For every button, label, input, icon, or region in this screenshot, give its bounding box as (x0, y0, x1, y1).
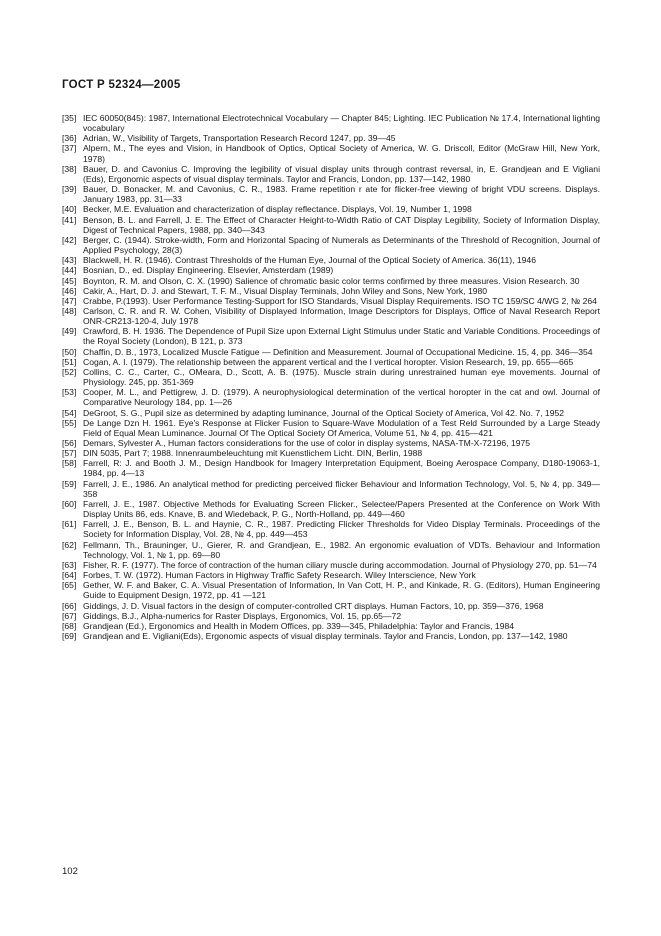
reference-text: Gether, W. F. and Baker, C. A. Visual Presentation of Information, In Van Cott, H. P., and Kinkade, R. G. (Editors), Human Engineering Guide to Equipment Design, 1972, pp. 41 —121 (83, 580, 600, 601)
reference-text: Farrell, J. E., Benson, B. L. and Haynie, C. R., 1987. Predicting Flicker Thresholds for Video Display Terminals. Proceedings of the Society for Information Display, Vol. 28, № 4, pp. 449—453 (83, 519, 600, 540)
reference-text: Demars, Sylvester A., Human factors considerations for the use of color in display systems, NASA-TM-X-72196, 1975 (83, 438, 531, 448)
reference-item (62, 255, 600, 265)
reference-text: Berger, C. (1944). Stroke-width, Form and Horizontal Spacing of Numerals as Determinants of the Threshold of Recognition, Journal of Applied Psychology, 28(3) (83, 234, 600, 256)
reference-item (62, 479, 600, 499)
reference-text: Cakir, A., Hart, D. J. and Stewart, T. F. M., Visual Display Terminals, John Wiley and Sons, New York, 1980 (83, 285, 488, 296)
reference-item (62, 631, 600, 641)
reference-number: [38] (62, 163, 77, 174)
reference-item (62, 611, 600, 621)
reference-text: Blackwell, H. R. (1946). Contrast Thresholds of the Human Eye, Journal of the Optical Society of America. 36(11), 1946 (83, 255, 536, 266)
reference-item (62, 306, 600, 326)
reference-text: Chaffin, D. B., 1973, Localized Muscle Fatigue — Definition and Measurement. Journal of Occupational Medicine. 15, 4, pp. 346—354 (83, 346, 593, 357)
reference-number: [61] (62, 519, 77, 530)
reference-text: Alpern, M., The eyes and Vision, in Handbook of Optics, Optical Society of America, W. G. Driscoll, Editor (McGraw Hill, New York, 1978) (83, 143, 600, 164)
reference-item (62, 387, 600, 407)
reference-number: [55] (62, 417, 77, 428)
reference-number: [43] (62, 255, 77, 266)
reference-item (62, 347, 600, 357)
reference-item (62, 601, 600, 611)
reference-item (62, 184, 600, 204)
reference-text: Fellmann, Th., Brauninger, U., Gierer, R. and Grandjean, E., 1982. An ergonomic evaluation of VDTs. Behaviour and Information Technology, Vol. 1, № 1, pp. 69—80 (83, 539, 600, 560)
reference-item (62, 286, 600, 296)
reference-number: [58] (62, 458, 77, 469)
reference-text: Benson, B. L. and Farrell, J. E. The Effect of Character Height-to-Width Ratio of CAT Display Legibility, Society of Information Display, Digest of Technical Papers, 1988, pp. 340—343 (83, 214, 600, 235)
reference-number: [68] (62, 620, 77, 631)
reference-text: IEC 60050(845): 1987, International Electrotechnical Vocabulary — Chapter 845; Lighting. IEC Publication № 17.4, International lighting vocabulary (83, 113, 600, 134)
reference-text: Farrell, R: J. and Booth J. M., Design Handbook for Imagery Interpretation Equipment, Boeing Aerospace Company, D180-19063-1, 1984, pp. 4—13 (83, 458, 600, 479)
reference-item (62, 560, 600, 570)
reference-number: [62] (62, 539, 77, 550)
reference-text: DeGroot, S. G., Pupil size as determined by adapting luminance, Journal of the Optical Society of America, Vol 42. No. 7, 1952 (83, 407, 565, 418)
reference-text: Becker, M.E. Evaluation and characterization of display reflectance. Displays, Vol. 19, Number 1, 1998 (83, 204, 472, 215)
reference-item (62, 519, 600, 539)
reference-number: [42] (62, 234, 77, 245)
reference-item (62, 215, 600, 235)
reference-item (62, 276, 600, 286)
reference-text: Cogan, A. I. (1979). The relationship between the apparent vertical and the I vertical horopter. Vision Research, 19, pp. 655—665 (83, 356, 574, 367)
reference-text: Giddings, J. D. Visual factors in the design of computer-controlled CRT displays. Human Factors, 10, pp. 359—376, 1968 (83, 600, 544, 611)
reference-text: DIN 5035, Part 7; 1988. Innenraumbeleuchtung mit Kuenstlichem Licht. DIN, Berlin, 1988 (83, 448, 423, 459)
reference-number: [51] (62, 356, 77, 367)
reference-item (62, 448, 600, 458)
reference-number: [53] (62, 387, 77, 398)
reference-number: [48] (62, 305, 77, 316)
reference-number: [66] (62, 600, 77, 611)
reference-list (62, 113, 600, 641)
reference-text: Adrian, W., Visibility of Targets, Transportation Research Record 1247, pp. 39—45 (83, 133, 396, 144)
reference-item (62, 204, 600, 214)
reference-text: Carlson, C. R. and R. W. Cohen, Visibility of Displayed Information, Image Descriptors for Displays, Office of Naval Research Report ONR-CR213-120-4, July 1978 (83, 305, 600, 327)
reference-number: [39] (62, 184, 77, 195)
document-header: ГОСТ Р 52324—2005 (62, 79, 181, 91)
reference-item (62, 438, 600, 448)
reference-item (62, 418, 600, 438)
reference-item (62, 164, 600, 184)
reference-number: [63] (62, 559, 77, 570)
reference-number: [47] (62, 295, 77, 306)
reference-number: [40] (62, 204, 77, 215)
reference-item (62, 357, 600, 367)
reference-item (62, 570, 600, 580)
reference-text: Boynton, R. M. and Olson, C. X. (1990) Salience of chromatic basic color terms confirmed by three measures. Vision Research. 30 (83, 275, 580, 286)
reference-number: [56] (62, 438, 77, 448)
reference-number: [59] (62, 478, 77, 489)
reference-item (62, 133, 600, 143)
reference-item (62, 458, 600, 478)
reference-item (62, 408, 600, 418)
reference-number: [45] (62, 275, 77, 286)
reference-text: Grandjean (Ed.), Ergonomics and Health in Modem Offices, pp. 339—345, Philadelphia: Taylor and Francis, 1984 (83, 620, 515, 631)
reference-number: [60] (62, 498, 77, 509)
reference-item (62, 326, 600, 346)
reference-item (62, 540, 600, 560)
reference-text: Giddings, B.J., Alpha-numerics for Raster Displays, Ergonomics, Vol. 15, pp.65—72 (83, 610, 402, 621)
reference-text: Crawford, B. H. 1936. The Dependence of Pupil Size upon External Light Stimulus under Static and Variable Conditions. Proceedings of the Royal Society (London), B 121, p. 373 (83, 326, 600, 347)
reference-item (62, 367, 600, 387)
reference-text: Forbes, T. W. (1972). Human Factors in Highway Traffic Safety Research. Wiley Interscience, New York (83, 570, 476, 581)
reference-number: [67] (62, 610, 77, 621)
page-number: 102 (62, 866, 78, 877)
reference-item (62, 235, 600, 255)
reference-number: [37] (62, 143, 77, 154)
reference-number: [69] (62, 630, 77, 641)
reference-number: [64] (62, 570, 77, 581)
reference-number: [65] (62, 580, 77, 591)
reference-item (62, 499, 600, 519)
reference-number: [57] (62, 448, 77, 459)
reference-number: [35] (62, 113, 77, 123)
reference-text: Cooper, M. L., and Pettigrew, J. D. (1979). A neurophysiological determination of the vertical horopter in the cat and owl. Journal of Comparative Neurology 184, pp. 1—26 (83, 387, 600, 408)
reference-number: [52] (62, 366, 77, 377)
reference-number: [49] (62, 326, 77, 337)
reference-text: Fisher, R. F. (1977). The force of contraction of the human ciliary muscle during accommodation. Journal of Physiology 270, pp. 51—74 (83, 559, 597, 570)
reference-item (62, 296, 600, 306)
reference-item (62, 143, 600, 163)
reference-number: [41] (62, 214, 77, 225)
reference-text: Bauer, D. and Cavonius C. Improving the legibility of visual display units through contrast reversal, in, E. Grandjean and E Vigliani (Eds), Ergonomic aspects of visual display terminals. Taylor and Francis, London, pp. 137—142, 1980 (83, 163, 600, 184)
reference-item (62, 113, 600, 133)
reference-text: Farrell, J. E., 1987. Objective Methods for Evaluating Screen Flicker., Selectee/Papers Presented at the Conference on Work With Display Units 86, eds. Knave, B. and Wiedeback, P. G., North-Holland, pp. 449—460 (83, 498, 600, 520)
reference-text: Grandjean and E. Vigliani(Eds), Ergonomic aspects of visual display terminals. Taylor and Francis, London, pp. 137—142, 1980 (83, 630, 568, 641)
reference-text: De Lange Dzn H. 1961. Eye's Response at Flicker Fusion to Square-Wave Modulation of a Test Reld Surrounded by a Large Steady Field of Equal Mean Luminance. Journal Of The Optical Society Of America, Volume 51, № 4, pp. 415—421 (83, 417, 600, 438)
reference-number: [36] (62, 133, 77, 144)
reference-text: Collins, C. C., Carter, C., OMeara, D., Scott, A. B. (1975). Muscle strain during unrestrained human eye movements. Journal of Physiology. 245, pp. 351-369 (83, 366, 600, 388)
reference-text: Bosnian, D., ed. Display Engineering. Elsevier, Amsterdam (1989) (83, 265, 334, 276)
reference-text: Bauer, D. Bonacker, M. and Cavonius, C. R., 1983. Frame repetition r ate for flicker-free viewing of bright VDU screens. Displays. January 1983, pp. 31—33 (83, 184, 600, 205)
reference-number: [54] (62, 407, 77, 418)
reference-text: Crabbe, P.(1993). User Performance Testing-Support for ISO Standards, Visual Display Requirements. ISO TC 159/SC 4/WG 2, № 264 (83, 295, 597, 306)
reference-number: [46] (62, 285, 77, 296)
reference-item (62, 621, 600, 631)
reference-item (62, 265, 600, 275)
reference-item (62, 580, 600, 600)
reference-number: [50] (62, 346, 77, 357)
reference-text: Farrell, J. E., 1986. An analytical method for predicting perceived flicker Behaviour and Information Technology, Vol. 5, № 4, pp. 349—358 (83, 478, 600, 499)
reference-number: [44] (62, 265, 77, 276)
